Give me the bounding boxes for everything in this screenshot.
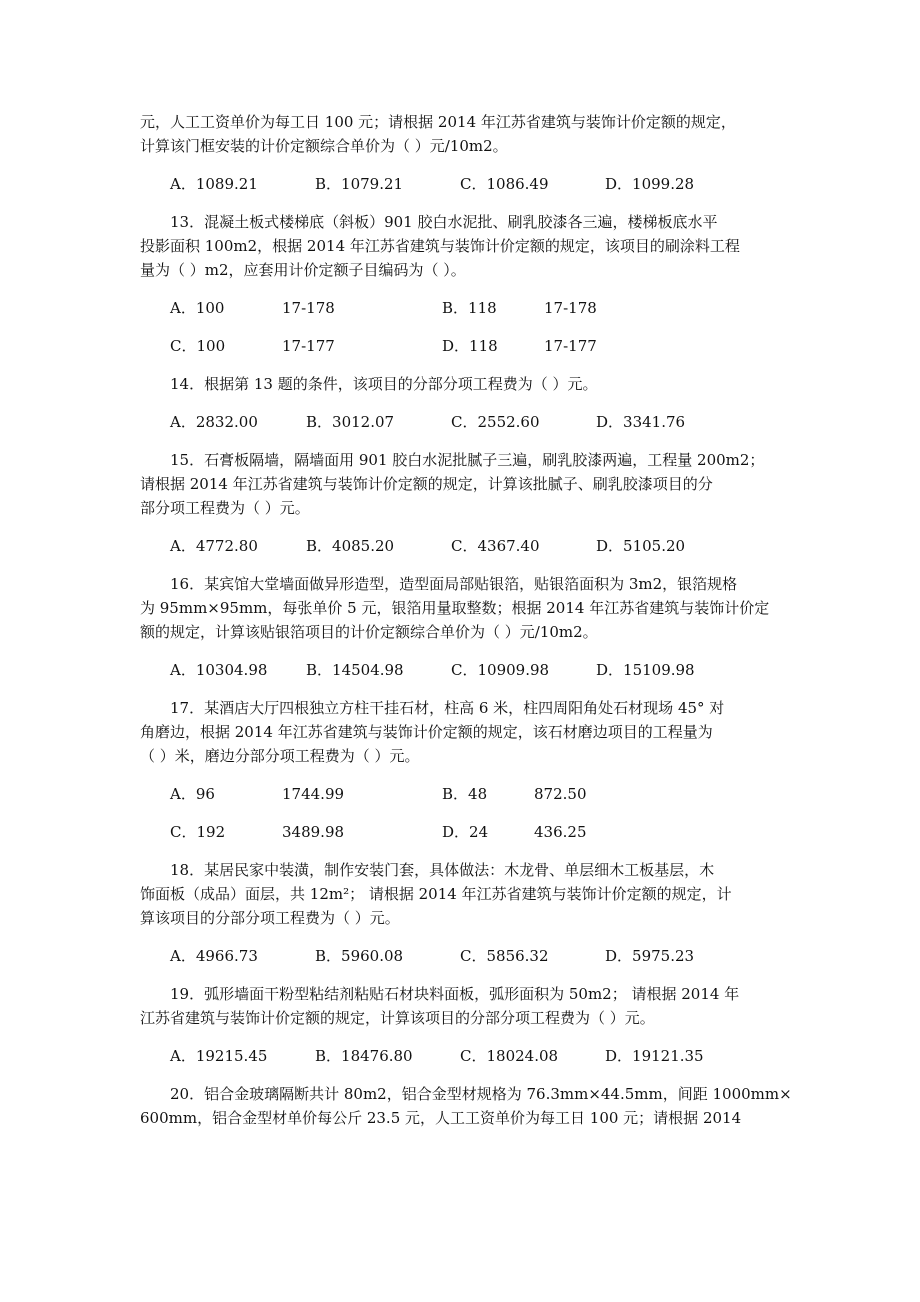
document-page [140,110,790,1130]
question-text-line: 角磨边，根据 2014 年江苏省建筑与装饰计价定额的规定，该石材磨边项目的工程量为 [140,723,713,741]
question-text-line: 量为（ ）m2，应套用计价定额子目编码为（ ）。 [140,261,466,279]
question-text-line: 饰面板（成品）面层，共 12m²； 请根据 2014 年江苏省建筑与装饰计价定额的规定，计 [140,885,732,903]
question-text-line: （ ）米，磨边分部分项工程费为（ ）元。 [140,747,420,765]
option-d: D．1099.28 [605,175,695,193]
option-d: D．5105.20 [596,537,686,555]
answer-options-row-1 [140,782,790,806]
option-d: D．19121.35 [605,1047,704,1065]
option-b: B．4085.20 [306,537,395,555]
question-text-line: 部分项工程费为（ ）元。 [140,499,310,517]
answer-options [140,944,790,968]
question-text-line: 元，人工工资单价为每工日 100 元；请根据 2014 年江苏省建筑与装饰计价定额的规定， [140,113,736,131]
option-a: A．100 17-178 [170,299,335,317]
question-text-line: 20．铝合金玻璃隔断共计 80m2，铝合金型材规格为 76.3mm×44.5mm，间距 1000mm× [170,1085,792,1103]
answer-options [140,658,790,682]
option-b: B．14504.98 [306,661,404,679]
option-c: C．4367.40 [451,537,540,555]
question-13 [140,210,790,358]
option-b: B．18476.80 [315,1047,413,1065]
question-text-line: 18．某居民家中装潢，制作安装门套，具体做法：木龙骨、单层细木工板基层，木 [170,861,715,879]
option-c: C．5856.32 [460,947,549,965]
question-text-line: 600mm，铝合金型材单价每公斤 23.5 元，人工工资单价为每工日 100 元；请根据 2014 [140,1109,742,1127]
option-d: D．15109.98 [596,661,695,679]
option-d: D．118 17-177 [442,337,597,355]
answer-options-row-2 [140,820,790,844]
question-19 [140,982,790,1068]
question-text-line: 请根据 2014 年江苏省建筑与装饰计价定额的规定，计算该批腻子、刷乳胶漆项目的分 [140,475,713,493]
question-text-line: 16．某宾馆大堂墙面做异形造型，造型面局部贴银箔，贴银箔面积为 3m2，银箔规格 [170,575,738,593]
question-text-line: 为 95mm×95mm，每张单价 5 元，银箔用量取整数；根据 2014 年江苏省建筑与装饰计价定 [140,599,770,617]
answer-options-row-2 [140,334,790,358]
option-c: C．2552.60 [451,413,540,431]
question-text-line: 算该项目的分部分项工程费为（ ）元。 [140,909,400,927]
question-text-line: 13．混凝土板式楼梯底（斜板）901 胶白水泥批、刷乳胶漆各三遍，楼梯板底水平 [170,213,718,231]
question-14 [140,372,790,434]
option-c: C．18024.08 [460,1047,559,1065]
question-text-line: 19．弧形墙面干粉型粘结剂粘贴石材块料面板，弧形面积为 50m2； 请根据 2014 年 [170,985,740,1003]
question-17 [140,696,790,844]
question-text-line: 计算该门框安装的计价定额综合单价为（ ）元/10m2。 [140,137,508,155]
option-a: A．2832.00 [170,413,258,431]
question-16 [140,572,790,682]
question-text-line: 投影面积 100m2，根据 2014 年江苏省建筑与装饰计价定额的规定，该项目的刷涂料工程 [140,237,740,255]
question-20 [140,1082,790,1130]
question-text-line: 17．某酒店大厅四根独立方柱干挂石材，柱高 6 米，柱四周阳角处石材现场 45° 对 [170,699,725,717]
option-b: B．118 17-178 [442,299,597,317]
option-a: A．4772.80 [170,537,258,555]
question-text-line: 14．根据第 13 题的条件，该项目的分部分项工程费为（ ）元。 [170,375,598,393]
option-b: B．1079.21 [315,175,404,193]
question-15 [140,448,790,558]
option-c: C．1086.49 [460,175,549,193]
question-text-line: 江苏省建筑与装饰计价定额的规定，计算该项目的分部分项工程费为（ ）元。 [140,1009,655,1027]
option-d: D．3341.76 [596,413,686,431]
option-b: B．48 872.50 [442,785,587,803]
question-12-continued [140,110,790,196]
option-c: C．100 17-177 [170,337,335,355]
question-text-line: 额的规定，计算该贴银箔项目的计价定额综合单价为（ ）元/10m2。 [140,623,598,641]
option-b: B．5960.08 [315,947,404,965]
answer-options [140,172,790,196]
option-a: A．4966.73 [170,947,258,965]
option-c: C．192 3489.98 [170,823,345,841]
question-18 [140,858,790,968]
option-b: B．3012.07 [306,413,395,431]
option-d: D．24 436.25 [442,823,587,841]
option-c: C．10909.98 [451,661,550,679]
option-d: D．5975.23 [605,947,695,965]
answer-options [140,410,790,434]
option-a: A．96 1744.99 [170,785,345,803]
option-a: A．10304.98 [170,661,268,679]
answer-options [140,1044,790,1068]
option-a: A．19215.45 [170,1047,268,1065]
answer-options [140,534,790,558]
question-text-line: 15．石膏板隔墙，隔墙面用 901 胶白水泥批腻子三遍，刷乳胶漆两遍，工程量 200m2； [170,451,765,469]
option-a: A．1089.21 [170,175,258,193]
answer-options-row-1 [140,296,790,320]
